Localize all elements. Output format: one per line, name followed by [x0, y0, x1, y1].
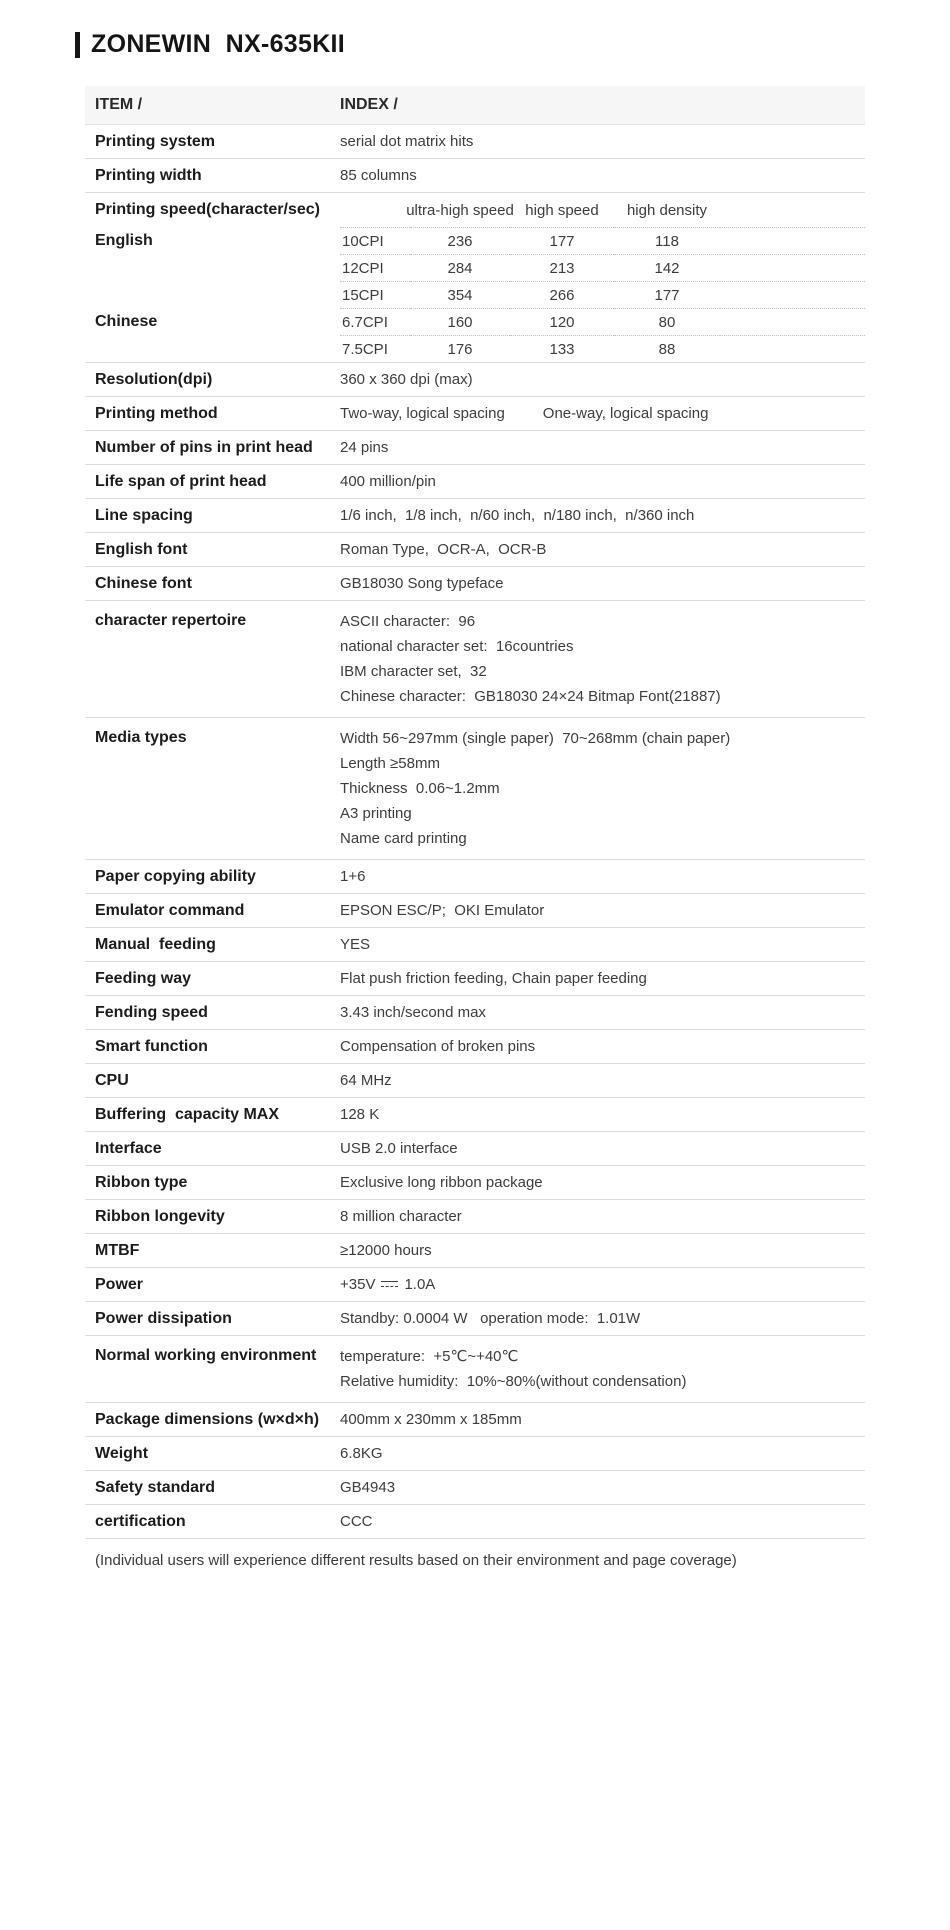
row-value: [340, 1344, 686, 1394]
page-header: [75, 30, 950, 59]
spec-row: [85, 1234, 865, 1268]
row-value: [340, 726, 730, 851]
row-value: serial dot matrix hits: [340, 133, 474, 150]
row-label: Printing method: [95, 405, 218, 422]
row-value: Compensation of broken pins: [340, 1038, 536, 1055]
row-label: CPU: [95, 1072, 129, 1089]
footer-note: (Individual users will experience different results based on their environment and page coverage): [95, 1552, 737, 1569]
speed-row-filler: [720, 308, 865, 335]
speed-row-filler: [720, 335, 865, 362]
speed-col-header: high density: [626, 201, 708, 219]
row-label: Printing speed(character/sec): [95, 201, 320, 218]
value-line: IBM character set, 32: [340, 663, 487, 680]
speed-row-filler: [720, 281, 865, 308]
row-label: Printing width: [95, 167, 202, 184]
speed-col-header: ultra-high speed: [406, 201, 514, 219]
speed-cpi-label: 7.5CPI: [340, 335, 410, 362]
spec-row: [85, 567, 865, 601]
spec-row: [85, 1302, 865, 1336]
speed-value-cell: 177: [510, 227, 614, 254]
row-label: Power dissipation: [95, 1310, 232, 1327]
speed-group-label: English: [95, 231, 153, 249]
spec-row: [85, 1471, 865, 1505]
spec-row: [85, 1437, 865, 1471]
row-label: Life span of print head: [95, 473, 267, 490]
value-line: Relative humidity: 10%~80%(without condensation): [340, 1373, 687, 1390]
table-header-row: [85, 86, 865, 125]
spec-row: [85, 894, 865, 928]
spec-row: [85, 533, 865, 567]
speed-value-cell: 80: [614, 308, 720, 335]
value-line: Width 56~297mm (single paper) 70~268mm (chain paper): [340, 730, 731, 747]
row-value: Flat push friction feeding, Chain paper feeding: [340, 970, 647, 987]
item-column-header: ITEM /: [95, 96, 143, 113]
speed-subtable: [85, 193, 865, 362]
value-part: One-way, logical spacing: [542, 405, 709, 422]
spec-row: [85, 1268, 865, 1302]
row-label: MTBF: [95, 1242, 140, 1259]
spec-rows: [85, 125, 865, 1539]
spec-row: [85, 718, 865, 860]
speed-row-filler: [720, 254, 865, 281]
row-value: GB18030 Song typeface: [340, 575, 504, 592]
speed-cpi-label: 10CPI: [340, 227, 410, 254]
spec-row: [85, 431, 865, 465]
value-line: national character set: 16countries: [340, 638, 574, 655]
row-value: [340, 404, 708, 423]
row-label: Ribbon longevity: [95, 1208, 225, 1225]
value-part: +35V: [340, 1276, 376, 1293]
spec-row: [85, 1098, 865, 1132]
row-label: Line spacing: [95, 507, 193, 524]
row-label: Weight: [95, 1445, 149, 1462]
spec-row: [85, 1403, 865, 1437]
speed-value-cell: 266: [510, 281, 614, 308]
row-value: ≥12000 hours: [340, 1242, 432, 1259]
speed-value-cell: 120: [510, 308, 614, 335]
row-value: 400mm x 230mm x 185mm: [340, 1411, 522, 1428]
value-line: temperature: +5℃~+40℃: [340, 1348, 519, 1365]
speed-value-cell: 236: [410, 227, 510, 254]
speed-cpi-label: 6.7CPI: [340, 308, 410, 335]
spec-row: [85, 962, 865, 996]
spec-row: [85, 860, 865, 894]
row-value: 360 x 360 dpi (max): [340, 371, 473, 388]
speed-value-cell: 213: [510, 254, 614, 281]
spec-row: [85, 1336, 865, 1403]
spec-row: [85, 1200, 865, 1234]
row-label: Buffering capacity MAX: [95, 1106, 280, 1123]
row-label: character repertoire: [95, 612, 247, 629]
spec-row: [85, 601, 865, 718]
spec-row: [85, 125, 865, 159]
spec-row: [85, 465, 865, 499]
value-line: ASCII character: 96: [340, 613, 476, 630]
row-value: Exclusive long ribbon package: [340, 1174, 543, 1191]
row-value: 400 million/pin: [340, 473, 436, 490]
speed-value-cell: 176: [410, 335, 510, 362]
row-label: Smart function: [95, 1038, 208, 1055]
spec-row: [85, 499, 865, 533]
row-label: Package dimensions (w×d×h): [95, 1411, 320, 1428]
speed-value-cell: 177: [614, 281, 720, 308]
spec-row: [85, 1030, 865, 1064]
row-label: Paper copying ability: [95, 868, 256, 885]
page-title: ZONEWIN NX-635KII: [91, 30, 346, 58]
spec-row: [85, 1132, 865, 1166]
spec-row: [85, 363, 865, 397]
spec-row: [85, 1166, 865, 1200]
spec-row: [85, 996, 865, 1030]
row-label: Media types: [95, 729, 187, 746]
spec-row: [85, 1505, 865, 1539]
value-line: Name card printing: [340, 830, 467, 847]
row-value: Standby: 0.0004 W operation mode: 1.01W: [340, 1310, 641, 1327]
row-label: Normal working environment: [95, 1347, 317, 1364]
spec-row: [85, 1064, 865, 1098]
spec-row: [85, 397, 865, 431]
speed-col-header: high speed: [525, 201, 599, 219]
row-value: 3.43 inch/second max: [340, 1004, 486, 1021]
row-value: 128 K: [340, 1106, 380, 1123]
row-label: Manual feeding: [95, 936, 216, 953]
spec-row: [85, 193, 865, 363]
value-line: Chinese character: GB18030 24×24 Bitmap Font(21887): [340, 688, 721, 705]
speed-value-cell: 88: [614, 335, 720, 362]
row-label: Resolution(dpi): [95, 371, 213, 388]
spec-row: [85, 928, 865, 962]
row-value: CCC: [340, 1513, 373, 1530]
row-label: Fending speed: [95, 1004, 208, 1021]
row-label: Ribbon type: [95, 1174, 188, 1191]
row-label: Feeding way: [95, 970, 192, 987]
title-accent-bar: [75, 32, 80, 58]
row-value: EPSON ESC/P; OKI Emulator: [340, 902, 545, 919]
row-label: Power: [95, 1276, 144, 1293]
row-value: 24 pins: [340, 439, 389, 456]
row-label: certification: [95, 1513, 186, 1530]
row-value: 6.8KG: [340, 1445, 383, 1462]
speed-value-cell: 142: [614, 254, 720, 281]
spec-row: [85, 159, 865, 193]
index-column-header: INDEX /: [340, 96, 398, 113]
speed-value-cell: 133: [510, 335, 614, 362]
row-label: Interface: [95, 1140, 162, 1157]
value-line: Length ≥58mm: [340, 755, 440, 772]
row-value: YES: [340, 936, 371, 953]
speed-group-label: Chinese: [95, 312, 158, 330]
value-part: Two-way, logical spacing: [340, 405, 505, 422]
value-line: Thickness 0.06~1.2mm: [340, 780, 500, 797]
row-value: USB 2.0 interface: [340, 1140, 458, 1157]
row-value: [340, 609, 721, 709]
spec-table: [85, 86, 865, 1539]
row-value: 85 columns: [340, 167, 417, 184]
row-value: GB4943: [340, 1479, 396, 1496]
speed-cpi-label: 12CPI: [340, 254, 410, 281]
speed-value-cell: 118: [614, 227, 720, 254]
row-label: Printing system: [95, 133, 216, 150]
row-value: [340, 1275, 435, 1294]
speed-row-filler: [720, 227, 865, 254]
row-label: Emulator command: [95, 902, 245, 919]
value-part: 1.0A: [404, 1276, 436, 1293]
row-value: Roman Type, OCR-A, OCR-B: [340, 541, 547, 558]
value-line: A3 printing: [340, 805, 412, 822]
row-label: Safety standard: [95, 1479, 216, 1496]
speed-value-cell: 354: [410, 281, 510, 308]
speed-cpi-label: 15CPI: [340, 281, 410, 308]
direct-current-icon: [381, 1280, 398, 1288]
row-value: 64 MHz: [340, 1072, 392, 1089]
row-value: 8 million character: [340, 1208, 462, 1225]
row-label: English font: [95, 541, 188, 558]
row-value: 1+6: [340, 868, 366, 885]
speed-value-cell: 284: [410, 254, 510, 281]
row-label: Number of pins in print head: [95, 439, 313, 456]
speed-value-cell: 160: [410, 308, 510, 335]
row-label: Chinese font: [95, 575, 192, 592]
row-value: 1/6 inch, 1/8 inch, n/60 inch, n/180 inch, n/360 inch: [340, 507, 695, 524]
